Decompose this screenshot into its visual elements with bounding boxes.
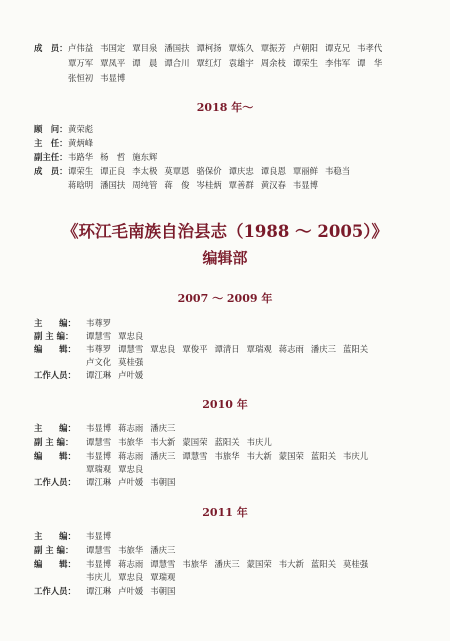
- person-name: 谭慧雪: [86, 331, 112, 341]
- person-name: 韦庆儿: [246, 437, 272, 447]
- year-heading-2007-2009: 2007 ～ 2009 年: [177, 292, 273, 305]
- person-name: 谭慧雪: [86, 437, 112, 447]
- person-name: 潘庆三: [214, 559, 240, 569]
- editor-label: 编 辑：: [34, 451, 76, 461]
- person-name: 谭慧雪: [150, 559, 176, 569]
- person-name: 覃瑞观: [86, 464, 112, 474]
- name-list: [86, 572, 182, 583]
- person-name: 蒋志雨: [278, 344, 304, 354]
- person-name: 谭江琳: [86, 370, 112, 380]
- person-name: 蒙国荣: [182, 437, 208, 447]
- name-list: [68, 73, 132, 84]
- person-name: 莫桂强: [343, 559, 369, 569]
- person-name: 黄汉春: [260, 180, 286, 190]
- person-name: 覃忠良: [150, 344, 176, 354]
- person-name: 韦显博: [86, 423, 112, 433]
- name-list: [86, 318, 118, 329]
- person-name: 施东辉: [132, 152, 158, 162]
- person-name: 周余枝: [260, 58, 286, 68]
- name-list: [86, 331, 150, 342]
- person-name: 蒋志雨: [118, 451, 144, 461]
- person-name: 谭 华: [357, 58, 383, 68]
- person-name: 卢朝阳: [292, 43, 318, 53]
- person-name: 韦稳当: [325, 166, 351, 176]
- person-name: 莫覃恩: [164, 166, 190, 176]
- person-name: 覃振芳: [260, 43, 286, 53]
- year-heading-2010: 2010 年: [202, 398, 248, 411]
- person-name: 卢叶媛: [118, 586, 144, 596]
- person-name: 李太极: [132, 166, 158, 176]
- person-name: 张恒初: [68, 73, 94, 83]
- person-name: 覃瑞观: [150, 572, 176, 582]
- editor-label: 编 辑：: [34, 344, 76, 354]
- person-name: 蓝阳关: [310, 559, 336, 569]
- person-name: 谭合川: [164, 58, 190, 68]
- director-name: 黄炳峰: [68, 138, 94, 148]
- staff-label: 工作人员：: [34, 370, 76, 380]
- member-label: 成 员：: [34, 166, 68, 176]
- name-list: [86, 370, 150, 381]
- chief-editor-label: 主 编：: [34, 531, 76, 541]
- chief-editor-label: 主 编：: [34, 318, 76, 328]
- person-name: 谭正良: [100, 166, 126, 176]
- person-name: 覃忠良: [118, 331, 144, 341]
- name-list: [68, 180, 325, 191]
- person-name: 袁雄宇: [228, 58, 254, 68]
- year-heading-2018: 2018 年～: [196, 101, 254, 114]
- advisor-label: 顾 问：: [34, 124, 68, 134]
- person-name: 韦尊罗: [86, 318, 112, 328]
- person-name: 覃善群: [228, 180, 254, 190]
- person-name: 覃忠良: [118, 464, 144, 474]
- person-name: 周纯管: [132, 180, 158, 190]
- person-name: 卢叶媛: [118, 370, 144, 380]
- person-name: 韦旅华: [182, 559, 208, 569]
- name-list: [68, 43, 389, 54]
- year-heading-2011: 2011 年: [202, 506, 248, 519]
- name-list: [68, 152, 164, 163]
- person-name: 韦大新: [278, 559, 304, 569]
- person-name: 覃瑞观: [246, 344, 272, 354]
- person-name: 韦朝国: [150, 586, 176, 596]
- person-name: 卢文化: [86, 357, 112, 367]
- person-name: 卢叶媛: [118, 477, 144, 487]
- person-name: 韦旅华: [214, 451, 240, 461]
- person-name: 潘庆三: [150, 423, 176, 433]
- person-name: 谭荣生: [292, 58, 318, 68]
- person-name: 蒋志雨: [118, 423, 144, 433]
- person-name: 骆保价: [196, 166, 222, 176]
- person-name: 谭庆忠: [228, 166, 254, 176]
- editor-label: 编 辑：: [34, 559, 76, 569]
- staff-label: 工作人员：: [34, 586, 76, 596]
- person-name: 谭江琳: [86, 477, 112, 487]
- person-name: 李伟军: [325, 58, 351, 68]
- name-list: [86, 357, 150, 368]
- person-name: 覃丽鲜: [292, 166, 318, 176]
- person-name: 韦旅华: [118, 437, 144, 447]
- person-name: 蒋 俊: [164, 180, 190, 190]
- name-list: [86, 344, 375, 355]
- person-name: 覃忠良: [118, 572, 144, 582]
- name-list: [86, 559, 375, 570]
- person-name: 覃万军: [68, 58, 94, 68]
- person-name: 覃俊平: [182, 344, 208, 354]
- name-list: [68, 166, 357, 177]
- person-name: 韦庆儿: [86, 572, 112, 582]
- name-list: [68, 58, 389, 69]
- person-name: 韦尊罗: [86, 344, 112, 354]
- person-name: 谭慧雪: [182, 451, 208, 461]
- vice-chief-label: 副 主 编：: [34, 545, 74, 555]
- person-name: 蒙国荣: [278, 451, 304, 461]
- person-name: 韦显博: [86, 451, 112, 461]
- person-name: 潘庆三: [150, 451, 176, 461]
- person-name: 谭清日: [214, 344, 240, 354]
- person-name: 莫桂强: [118, 357, 144, 367]
- director-label: 主 任：: [34, 138, 68, 148]
- person-name: 岑桂炳: [196, 180, 222, 190]
- vice-chief-label: 副 主 编：: [34, 331, 74, 341]
- person-name: 蒙国荣: [246, 559, 272, 569]
- person-name: 韦孝代: [357, 43, 383, 53]
- vice-chief-label: 副 主 编：: [34, 437, 74, 447]
- person-name: 潘庆三: [150, 545, 176, 555]
- advisor-name: 黄荣彪: [68, 124, 94, 134]
- person-name: 覃目泉: [132, 43, 158, 53]
- person-name: 韦朝国: [150, 477, 176, 487]
- editorial-dept-title: 编辑部: [202, 249, 248, 267]
- person-name: 蒋志雨: [118, 559, 144, 569]
- person-name: 谭 晨: [132, 58, 158, 68]
- person-name: 卢伟益: [68, 43, 94, 53]
- person-name: 蓝阳关: [310, 451, 336, 461]
- person-name: 潘庆三: [310, 344, 336, 354]
- person-name: 谭慧雪: [86, 545, 112, 555]
- name-list: [86, 586, 182, 597]
- person-name: 谭荣生: [68, 166, 94, 176]
- name-list: [86, 437, 279, 448]
- person-name: 韦显博: [100, 73, 126, 83]
- person-name: 韦显博: [292, 180, 318, 190]
- person-name: 谭柯扬: [196, 43, 222, 53]
- person-name: 韦大新: [246, 451, 272, 461]
- person-name: 覃凤平: [100, 58, 126, 68]
- person-name: 韦显博: [86, 531, 112, 541]
- person-name: 韦大新: [150, 437, 176, 447]
- vice-director-label: 副主任：: [34, 152, 68, 162]
- person-name: 韦国定: [100, 43, 126, 53]
- person-name: 韦旅华: [118, 545, 144, 555]
- name-list: [86, 477, 182, 488]
- person-name: 谭克兄: [325, 43, 351, 53]
- person-name: 韦庆儿: [343, 451, 369, 461]
- person-name: 韦显博: [86, 559, 112, 569]
- chief-editor-label: 主 编：: [34, 423, 76, 433]
- person-name: 覃红灯: [196, 58, 222, 68]
- name-list: [86, 451, 375, 462]
- person-name: 蒋晗明: [68, 180, 94, 190]
- person-name: 韦路华: [68, 152, 94, 162]
- staff-label: 工作人员：: [34, 477, 76, 487]
- person-name: 蓝阳关: [214, 437, 240, 447]
- person-name: 谭良恩: [260, 166, 286, 176]
- name-list: [86, 531, 118, 542]
- name-list: [86, 423, 182, 434]
- person-name: 谭慧雪: [118, 344, 144, 354]
- name-list: [86, 464, 150, 475]
- name-list: [86, 545, 182, 556]
- person-name: 杨 哲: [100, 152, 126, 162]
- person-name: 谭江琳: [86, 586, 112, 596]
- person-name: 潘国扶: [164, 43, 190, 53]
- person-name: 覃炼久: [228, 43, 254, 53]
- member-label: 成 员：: [34, 43, 68, 53]
- person-name: 蓝阳关: [343, 344, 369, 354]
- person-name: 潘国扶: [100, 180, 126, 190]
- book-title: 《环江毛南族自治县志（1988 ～ 2005）》: [61, 222, 389, 241]
